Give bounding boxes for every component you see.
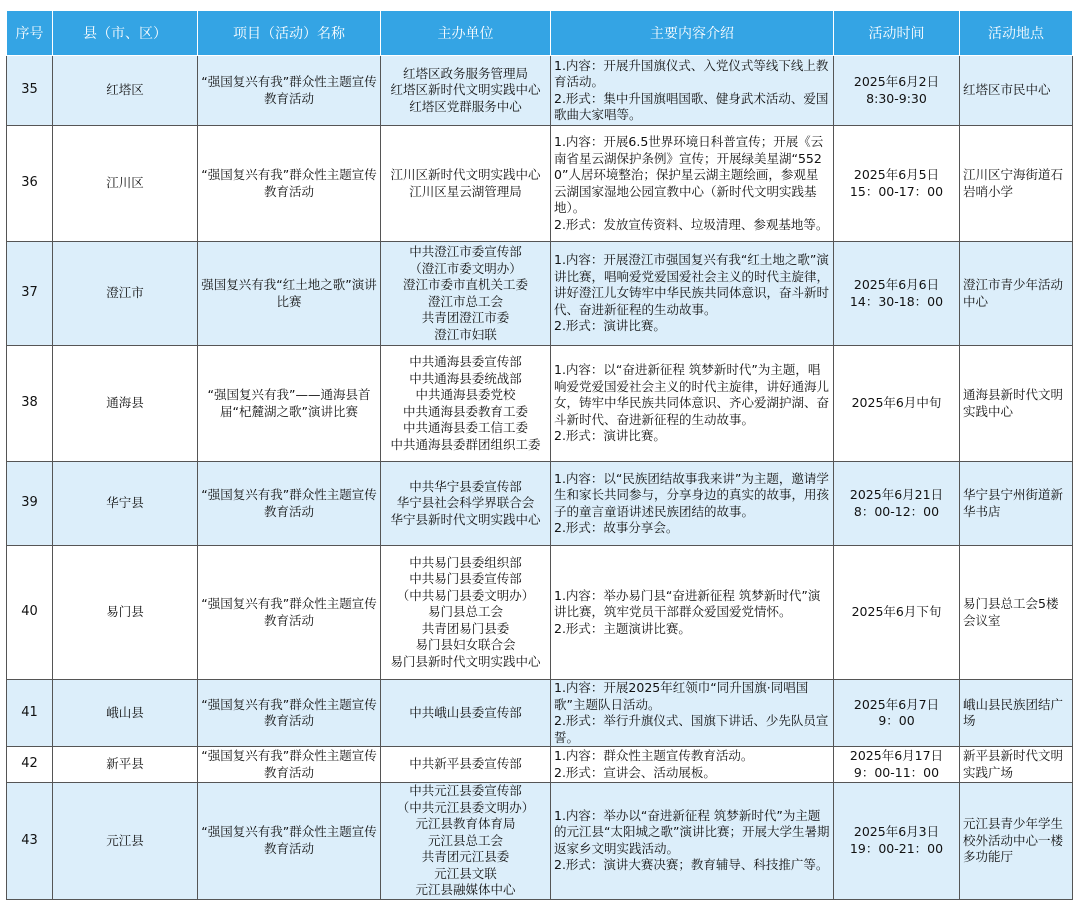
table-row (7, 346, 1073, 462)
cell-project-name: “强国复兴有我”群众性主题宣传教育活动 (198, 747, 381, 783)
time-line: 9：00-11：00 (853, 764, 940, 780)
table-row (7, 747, 1073, 783)
cell-project-name: “强国复兴有我”群众性主题宣传教育活动 (198, 546, 381, 680)
activity-table (6, 10, 1073, 900)
cell-content (551, 346, 834, 462)
organizer-line: 中共易门县委宣传部 (409, 571, 522, 587)
organizer-line: 澄江市总工会 (427, 293, 503, 309)
cell-content (551, 747, 834, 783)
time-line: 2025年6月17日 (849, 748, 944, 763)
cell-no: 38 (7, 346, 53, 462)
header-project-name: 项目（活动）名称 (198, 11, 381, 56)
organizer-line: 元江县教育体育局 (415, 816, 516, 831)
organizer-line: 中共华宁县委宣传部 (409, 478, 522, 494)
cell-organizer (381, 546, 551, 680)
cell-project-name: “强国复兴有我”——通海县首届“杞麓湖之歌”演讲比赛 (198, 346, 381, 462)
cell-organizer (381, 680, 551, 747)
time-line: 14：30-18：00 (849, 293, 944, 309)
cell-organizer (381, 462, 551, 546)
content-line: 1.内容：开展2025年红领巾“同升国旗·同唱国歌”主题队日活动。 (554, 680, 809, 712)
content-line: 2.形式：演讲大赛决赛；教育辅导、科技推广等。 (554, 857, 829, 873)
cell-organizer (381, 747, 551, 783)
table-header-row (7, 11, 1073, 56)
organizer-line: 中共元江县委宣传部 (409, 783, 522, 798)
content-line: 2.形式：演讲比赛。 (554, 428, 666, 444)
table-row (7, 56, 1073, 126)
cell-no: 35 (7, 56, 53, 126)
time-line: 2025年6月5日 (853, 167, 940, 182)
organizer-line: 中共通海县委工信工委 (402, 420, 528, 435)
cell-organizer (381, 242, 551, 346)
time-line: 2025年6月7日 (853, 696, 940, 712)
cell-project-name: “强国复兴有我”群众性主题宣传教育活动 (198, 680, 381, 747)
organizer-line: 元江县文联 (434, 865, 497, 881)
content-line: 2.形式：宣讲会、活动展板。 (554, 764, 716, 780)
organizer-line: 澄江市妇联 (434, 326, 497, 342)
cell-county: 新平县 (53, 747, 198, 783)
header-content: 主要内容介绍 (551, 11, 834, 56)
table-row (7, 126, 1073, 242)
header-organizer: 主办单位 (381, 11, 551, 56)
time-line: 8：00-12：00 (853, 503, 940, 519)
organizer-line: 中共通海县委统战部 (409, 370, 522, 386)
cell-project-name: “强国复兴有我”群众性主题宣传教育活动 (198, 783, 381, 900)
organizer-line: 中共通海县委党校 (415, 387, 516, 402)
cell-no: 37 (7, 242, 53, 346)
header-location: 活动地点 (960, 11, 1073, 56)
cell-content (551, 680, 834, 747)
header-county: 县（市、区） (53, 11, 198, 56)
organizer-line: 中共易门县委组织部 (409, 554, 522, 570)
time-line: 2025年6月3日 (853, 824, 940, 840)
cell-no: 40 (7, 546, 53, 680)
header-no: 序号 (7, 11, 53, 56)
cell-time (834, 346, 960, 462)
content-line: 1.内容：以“奋进新征程 筑梦新时代”为主题，唱响爱党爱国爱社会主义的时代主旋律，讲好通海儿女，铸牢中华民族共同体意识、齐心爱湖护湖、奋斗新时代、奋进新征程的生动故事。 (554, 362, 830, 427)
cell-time (834, 680, 960, 747)
cell-content (551, 242, 834, 346)
cell-no: 41 (7, 680, 53, 747)
organizer-line: 元江县融媒体中心 (415, 882, 516, 897)
organizer-line: 易门县妇女联合会 (415, 637, 516, 653)
cell-content (551, 462, 834, 546)
organizer-line: 易门县总工会 (427, 604, 503, 620)
organizer-line: 共青团澄江市委 (421, 310, 510, 325)
time-line: 8:30-9:30 (866, 90, 927, 106)
cell-no: 39 (7, 462, 53, 546)
time-line: 2025年6月21日 (849, 487, 944, 502)
cell-no: 36 (7, 126, 53, 242)
cell-time (834, 747, 960, 783)
cell-content (551, 56, 834, 126)
content-line: 1.内容：开展6.5世界环境日科普宣传；开展《云南省星云湖保护条例》宣传；开展绿美星湖“5520”人居环境整治；保护星云湖主题绘画，参观星云湖国家湿地公园宣教中心（新时代文明实践基地）。 (554, 134, 824, 215)
organizer-line: 华宁县社会科学界联合会 (396, 495, 535, 511)
table-row (7, 546, 1073, 680)
cell-county: 易门县 (53, 546, 198, 680)
organizer-line: 红塔区党群服务中心 (409, 98, 522, 114)
organizer-line: （中共易门县委文明办） (396, 587, 535, 603)
cell-project-name: “强国复兴有我”群众性主题宣传教育活动 (198, 126, 381, 242)
content-line: 1.内容：举办易门县“奋进新征程 筑梦新时代”演讲比赛，筑牢党员干部群众爱国爱党情怀。 (554, 587, 821, 620)
cell-content (551, 126, 834, 242)
table-row (7, 680, 1073, 747)
organizer-line: 红塔区新时代文明实践中心 (390, 82, 541, 98)
table-body (7, 56, 1073, 900)
organizer-line: 中共通海县委宣传部 (409, 354, 522, 369)
time-line: 19：00-21：00 (849, 840, 944, 856)
time-line: 2025年6月6日 (853, 277, 940, 292)
cell-county: 红塔区 (53, 56, 198, 126)
content-line: 1.内容：举办以“奋进新征程 筑梦新时代”为主题的元江县“太阳城之歌”演讲比赛；开展大学生暑期返家乡文明实践活动。 (554, 807, 830, 856)
organizer-line: 中共峨山县委宣传部 (409, 704, 522, 720)
cell-organizer (381, 783, 551, 900)
cell-county: 江川区 (53, 126, 198, 242)
cell-organizer (381, 346, 551, 462)
organizer-line: （澄江市委文明办） (409, 260, 522, 276)
content-line: 1.内容：开展升国旗仪式、入党仪式等线下线上教育活动。 (554, 57, 829, 89)
time-line: 15：00-17：00 (849, 183, 944, 199)
cell-no: 42 (7, 747, 53, 783)
cell-time (834, 783, 960, 900)
cell-time (834, 126, 960, 242)
content-line: 2.形式：主题演讲比赛。 (554, 620, 691, 636)
cell-location: 峨山县民族团结广场 (960, 680, 1073, 747)
cell-time (834, 546, 960, 680)
organizer-line: 易门县新时代文明实践中心 (390, 653, 541, 669)
organizer-line: 中共通海县委群团组织工委 (390, 436, 541, 452)
cell-location: 红塔区市民中心 (960, 56, 1073, 126)
content-line: 2.形式：演讲比赛。 (554, 318, 666, 334)
organizer-line: 中共澄江市委宣传部 (409, 244, 522, 259)
content-line: 1.内容：群众性主题宣传教育活动。 (554, 748, 754, 763)
content-line: 1.内容：开展澄江市强国复兴有我“红土地之歌”演讲比赛，唱响爱党爱国爱社会主义的时代主旋律，讲好澄江儿女铸牢中华民族共同体意识，奋斗新时代、奋进新征程的生动故事。 (554, 252, 830, 317)
cell-organizer (381, 56, 551, 126)
content-line: 2.形式：集中升国旗唱国歌、健身武术活动、爱国歌曲大家唱等。 (554, 90, 829, 122)
cell-project-name: “强国复兴有我”群众性主题宣传教育活动 (198, 56, 381, 126)
organizer-line: 共青团元江县委 (421, 849, 510, 864)
organizer-line: 元江县总工会 (427, 832, 503, 848)
time-line: 9：00 (878, 713, 915, 728)
header-time: 活动时间 (834, 11, 960, 56)
cell-time (834, 462, 960, 546)
cell-county: 华宁县 (53, 462, 198, 546)
organizer-line: 中共通海县委教育工委 (402, 403, 528, 419)
cell-county: 通海县 (53, 346, 198, 462)
organizer-line: 江川区新时代文明实践中心 (390, 167, 541, 182)
cell-project-name: “强国复兴有我”群众性主题宣传教育活动 (198, 462, 381, 546)
organizer-line: 华宁县新时代文明实践中心 (390, 511, 541, 527)
cell-county: 澄江市 (53, 242, 198, 346)
cell-location: 江川区宁海街道石岩哨小学 (960, 126, 1073, 242)
time-line: 2025年6月下旬 (851, 604, 942, 620)
cell-content (551, 783, 834, 900)
cell-county: 峨山县 (53, 680, 198, 747)
content-line: 2.形式：发放宣传资料、垃圾清理、参观基地等。 (554, 216, 829, 232)
organizer-line: 共青团易门县委 (421, 620, 510, 636)
time-line: 2025年6月中旬 (851, 395, 942, 411)
cell-location: 元江县青少年学生校外活动中心一楼多功能厅 (960, 783, 1073, 900)
cell-organizer (381, 126, 551, 242)
content-line: 2.形式：举行升旗仪式、国旗下讲话、少先队员宣誓。 (554, 713, 829, 745)
content-line: 1.内容：以“民族团结故事我来讲”为主题，邀请学生和家长共同参与，分享身边的真实的故事，用孩子的童言童语讲述民族团结的故事。 (554, 470, 830, 519)
cell-no: 43 (7, 783, 53, 900)
table-row (7, 242, 1073, 346)
activity-table-container (6, 10, 1072, 900)
cell-project-name: 强国复兴有我“红土地之歌”演讲比赛 (198, 242, 381, 346)
cell-location: 易门县总工会5楼会议室 (960, 546, 1073, 680)
cell-location: 新平县新时代文明实践广场 (960, 747, 1073, 783)
organizer-line: 红塔区政务服务管理局 (402, 65, 528, 81)
table-row (7, 783, 1073, 900)
cell-content (551, 546, 834, 680)
cell-time (834, 242, 960, 346)
cell-time (834, 56, 960, 126)
organizer-line: 中共新平县委宣传部 (409, 756, 522, 772)
content-line: 2.形式：故事分享会。 (554, 520, 679, 535)
table-row (7, 462, 1073, 546)
cell-location: 华宁县宁州街道新华书店 (960, 462, 1073, 546)
time-line: 2025年6月2日 (853, 74, 940, 89)
cell-location: 通海县新时代文明实践中心 (960, 346, 1073, 462)
cell-location: 澄江市青少年活动中心 (960, 242, 1073, 346)
organizer-line: （中共元江县委文明办） (396, 799, 535, 815)
organizer-line: 澄江市委市直机关工委 (402, 277, 528, 292)
organizer-line: 江川区星云湖管理局 (409, 183, 522, 199)
cell-county: 元江县 (53, 783, 198, 900)
